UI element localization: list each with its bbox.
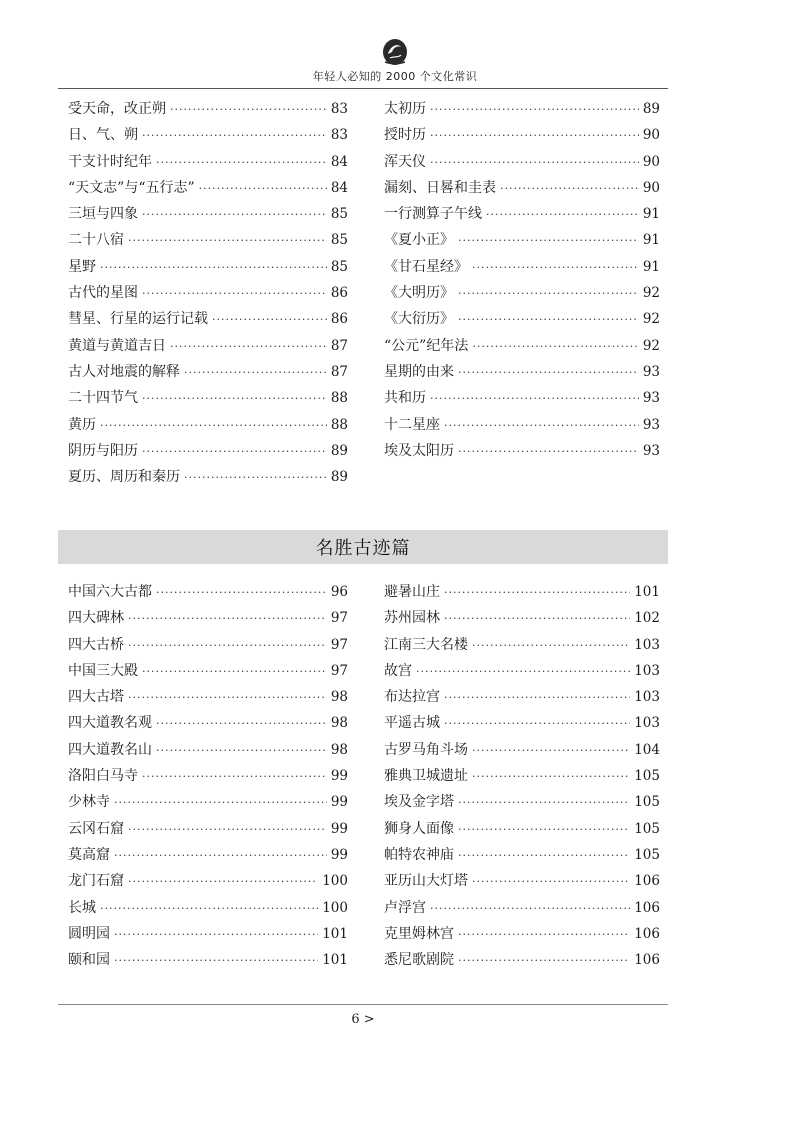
toc-entry-page: 101 <box>322 925 348 942</box>
section-title: 名胜古迹篇 <box>315 538 411 559</box>
toc-leader-dots <box>142 202 327 228</box>
toc-entry-title: 干支计时纪年 <box>68 153 152 170</box>
toc-entry-title: 故宫 <box>384 662 412 679</box>
toc-entry-page: 89 <box>642 101 660 117</box>
toc-entry <box>384 868 660 894</box>
toc-leader-dots <box>458 843 630 869</box>
toc-entry-title: 圆明园 <box>68 925 110 942</box>
toc-entry <box>384 684 660 710</box>
toc-leader-dots <box>128 869 318 895</box>
toc-entry <box>68 175 348 201</box>
toc-entry <box>68 737 348 763</box>
toc-entry <box>384 579 660 605</box>
toc-entry <box>68 579 348 605</box>
toc-entry-title: 莫高窟 <box>68 846 110 863</box>
toc-entry-page: 85 <box>330 232 348 249</box>
toc-entry-title: 卢浮宫 <box>384 899 426 916</box>
toc-leader-dots <box>430 386 639 412</box>
toc-entry-title: 授时历 <box>384 127 426 144</box>
toc-leader-dots <box>430 123 639 149</box>
toc-leader-dots <box>458 790 630 816</box>
toc-entry-title: “公元”纪年法 <box>384 337 469 354</box>
toc-entry-page: 98 <box>330 741 348 758</box>
toc-entry-page: 84 <box>330 179 348 196</box>
toc-entry-page: 99 <box>330 846 348 863</box>
toc-entry-page: 106 <box>634 952 660 969</box>
toc-entry-title: 日、气、朔 <box>68 127 138 144</box>
toc-entry-page: 93 <box>642 390 660 407</box>
toc-entry <box>384 632 660 658</box>
toc-leader-dots <box>142 386 327 412</box>
toc-entry <box>68 254 348 280</box>
toc-entry-title: 苏州园林 <box>384 610 440 627</box>
toc-leader-dots <box>114 843 327 869</box>
toc-entry <box>384 438 660 464</box>
toc-entry <box>384 175 660 201</box>
toc-entry-title: 古代的星图 <box>68 285 138 302</box>
toc-leader-dots <box>472 738 630 764</box>
header-divider <box>58 88 668 89</box>
toc-entry-page: 105 <box>634 768 660 785</box>
toc-leader-dots <box>184 465 327 491</box>
toc-entry-title: 少林寺 <box>68 794 110 811</box>
toc-entry <box>384 149 660 175</box>
toc-leader-dots <box>486 202 639 228</box>
toc-entry-title: 颐和园 <box>68 952 110 969</box>
toc-entry-page: 100 <box>322 873 348 890</box>
toc-entry-page: 86 <box>330 311 348 328</box>
toc-entry <box>68 658 348 684</box>
toc-leader-dots <box>430 150 639 176</box>
toc-entry-page: 84 <box>330 153 348 170</box>
toc-entry-title: 彗星、行星的运行记载 <box>68 311 208 328</box>
toc-entry <box>384 737 660 763</box>
toc-entry <box>384 658 660 684</box>
toc-leader-dots <box>170 97 327 123</box>
toc-entry-page: 97 <box>330 636 348 653</box>
toc-leader-dots <box>156 580 327 606</box>
toc-entry-title: 四大道教名观 <box>68 715 152 732</box>
toc-entry <box>384 254 660 280</box>
toc-entry-title: 阴历与阳历 <box>68 442 138 459</box>
toc-entry <box>68 842 348 868</box>
toc-leader-dots <box>128 633 327 659</box>
toc-leader-dots <box>142 123 327 149</box>
toc-entry-title: 四大碑林 <box>68 610 124 627</box>
toc-entry-page: 88 <box>330 390 348 407</box>
toc-entry-page: 83 <box>330 101 348 117</box>
toc-entry-title: 受天命，改正朔 <box>68 101 166 117</box>
toc-entry-title: 避暑山庄 <box>384 584 440 600</box>
toc-entry <box>68 710 348 736</box>
toc-leader-dots <box>472 334 638 360</box>
toc-entry-title: 星期的由来 <box>384 363 454 380</box>
toc-entry <box>68 895 348 921</box>
toc-leader-dots <box>156 711 327 737</box>
toc-entry <box>68 684 348 710</box>
toc-entry-page: 90 <box>642 127 660 144</box>
toc-entry <box>68 464 348 490</box>
toc-leader-dots <box>114 790 327 816</box>
toc-entry-page: 92 <box>642 311 660 328</box>
toc-entry <box>68 227 348 253</box>
toc-entry-page: 97 <box>330 610 348 627</box>
toc-entry-title: 埃及金字塔 <box>384 794 454 811</box>
toc-leader-dots <box>170 334 327 360</box>
toc-entry <box>384 96 660 122</box>
toc-entry-page: 87 <box>330 337 348 354</box>
toc-entry <box>68 632 348 658</box>
toc-entry-page: 105 <box>634 846 660 863</box>
toc-entry-title: 星野 <box>68 258 96 275</box>
toc-entry-page: 99 <box>330 820 348 837</box>
toc-entry-title: 太初历 <box>384 101 426 117</box>
toc-leader-dots <box>142 439 327 465</box>
toc-leader-dots <box>128 606 327 632</box>
toc-leader-dots <box>100 255 327 281</box>
toc-entry-page: 90 <box>642 179 660 196</box>
toc-entry-title: 帕特农神庙 <box>384 846 454 863</box>
toc-entry-page: 83 <box>330 127 348 144</box>
toc-entry-page: 91 <box>642 206 660 223</box>
toc-leader-dots <box>458 307 639 333</box>
toc-leader-dots <box>472 869 630 895</box>
toc-leader-dots <box>444 413 639 439</box>
toc-entry-page: 89 <box>330 469 348 486</box>
toc-entry <box>68 333 348 359</box>
toc-leader-dots <box>199 176 327 202</box>
toc-leader-dots <box>100 896 318 922</box>
toc-entry <box>384 710 660 736</box>
toc-leader-dots <box>458 922 630 948</box>
toc-leader-dots <box>472 255 639 281</box>
toc-entry-page: 93 <box>642 363 660 380</box>
toc-entry <box>68 412 348 438</box>
toc-leader-dots <box>500 176 639 202</box>
toc-entry <box>68 280 348 306</box>
toc-entry-page: 93 <box>642 416 660 433</box>
toc-entry <box>68 385 348 411</box>
toc-entry-page: 97 <box>330 662 348 679</box>
toc-entry-page: 92 <box>642 285 660 302</box>
toc-entry-title: 三垣与四象 <box>68 206 138 223</box>
toc-entry <box>384 306 660 332</box>
toc-entry-title: 《夏小正》 <box>384 232 454 249</box>
toc-entry-page: 99 <box>330 768 348 785</box>
toc-leader-dots <box>458 948 630 974</box>
toc-entry-page: 105 <box>634 820 660 837</box>
toc-entry-title: 一行测算子午线 <box>384 206 482 223</box>
toc-entry <box>384 227 660 253</box>
toc-entry-page: 85 <box>330 258 348 275</box>
toc-entry-title: 《甘石星经》 <box>384 258 468 275</box>
toc-leader-dots <box>128 228 327 254</box>
toc-entry-title: 二十八宿 <box>68 232 124 249</box>
toc-entry <box>68 763 348 789</box>
toc-entry-title: 中国六大古都 <box>68 584 152 600</box>
toc-entry-title: 夏历、周历和秦历 <box>68 469 180 486</box>
toc-leader-dots <box>458 281 639 307</box>
toc-leader-dots <box>416 659 630 685</box>
book-seal-logo-icon <box>378 36 412 66</box>
toc-leader-dots <box>444 685 630 711</box>
toc-entry-title: 《大衍历》 <box>384 311 454 328</box>
toc-entry <box>68 921 348 947</box>
toc-entry-page: 101 <box>322 952 348 969</box>
toc-top-right-column <box>384 96 660 464</box>
toc-entry-title: 悉尼歌剧院 <box>384 952 454 969</box>
toc-entry <box>384 359 660 385</box>
toc-leader-dots <box>444 606 630 632</box>
toc-leader-dots <box>114 948 318 974</box>
toc-leader-dots <box>128 685 327 711</box>
toc-entry-title: “天文志”与“五行志” <box>68 179 195 196</box>
toc-leader-dots <box>142 659 327 685</box>
toc-leader-dots <box>430 97 639 123</box>
toc-entry-title: 古人对地震的解释 <box>68 363 180 380</box>
toc-bottom-left-column <box>68 579 348 973</box>
toc-entry-page: 103 <box>634 636 660 653</box>
toc-entry-title: 浑天仪 <box>384 153 426 170</box>
toc-entry-page: 86 <box>330 285 348 302</box>
toc-entry-page: 91 <box>642 232 660 249</box>
toc-entry <box>68 789 348 815</box>
toc-entry-title: 四大古塔 <box>68 689 124 706</box>
toc-leader-dots <box>114 922 318 948</box>
toc-entry-page: 96 <box>330 584 348 600</box>
toc-entry <box>68 947 348 973</box>
toc-leader-dots <box>430 896 630 922</box>
toc-entry <box>68 201 348 227</box>
toc-entry <box>68 816 348 842</box>
toc-entry <box>384 605 660 631</box>
toc-entry-page: 102 <box>634 610 660 627</box>
toc-entry <box>384 947 660 973</box>
toc-entry-title: 漏刻、日晷和圭表 <box>384 179 496 196</box>
section-heading-bar <box>58 530 668 564</box>
toc-leader-dots <box>156 150 327 176</box>
toc-entry-title: 四大道教名山 <box>68 741 152 758</box>
toc-leader-dots <box>444 580 630 606</box>
toc-entry-page: 103 <box>634 715 660 732</box>
toc-entry-page: 91 <box>642 258 660 275</box>
toc-entry-title: 古罗马角斗场 <box>384 741 468 758</box>
toc-entry-title: 雅典卫城遗址 <box>384 768 468 785</box>
toc-leader-dots <box>458 817 630 843</box>
toc-entry <box>384 412 660 438</box>
toc-entry <box>384 842 660 868</box>
toc-entry-title: 中国三大殿 <box>68 662 138 679</box>
book-title-header: 年轻人必知的 2000 个文化常识 <box>312 70 478 83</box>
toc-entry-page: 105 <box>634 794 660 811</box>
toc-entry-page: 98 <box>330 689 348 706</box>
toc-entry <box>384 280 660 306</box>
toc-entry <box>384 921 660 947</box>
toc-entry-title: 四大古桥 <box>68 636 124 653</box>
toc-entry-title: 十二星座 <box>384 416 440 433</box>
toc-entry-title: 亚历山大灯塔 <box>384 873 468 890</box>
toc-entry <box>68 359 348 385</box>
toc-entry-title: 黄道与黄道吉日 <box>68 337 166 354</box>
toc-entry-page: 98 <box>330 715 348 732</box>
footer-divider <box>58 1004 668 1005</box>
toc-entry-page: 103 <box>634 689 660 706</box>
toc-entry-title: 平遥古城 <box>384 715 440 732</box>
toc-entry-page: 99 <box>330 794 348 811</box>
toc-entry-page: 106 <box>634 873 660 890</box>
toc-leader-dots <box>156 738 327 764</box>
toc-entry-page: 89 <box>330 442 348 459</box>
toc-entry-title: 埃及太阳历 <box>384 442 454 459</box>
toc-entry <box>68 868 348 894</box>
toc-leader-dots <box>472 633 630 659</box>
toc-entry-title: 克里姆林宫 <box>384 925 454 942</box>
toc-entry-title: 云冈石窟 <box>68 820 124 837</box>
toc-entry-page: 93 <box>642 442 660 459</box>
toc-entry-page: 85 <box>330 206 348 223</box>
toc-entry-title: 黄历 <box>68 416 96 433</box>
page-number: 6 > <box>351 1012 375 1027</box>
toc-entry-page: 87 <box>330 363 348 380</box>
toc-entry-page: 106 <box>634 899 660 916</box>
toc-entry <box>68 438 348 464</box>
toc-leader-dots <box>142 764 327 790</box>
toc-leader-dots <box>458 360 639 386</box>
toc-entry-title: 狮身人面像 <box>384 820 454 837</box>
toc-entry-title: 二十四节气 <box>68 390 138 407</box>
toc-entry-title: 布达拉宫 <box>384 689 440 706</box>
toc-entry <box>384 201 660 227</box>
toc-leader-dots <box>458 228 639 254</box>
toc-leader-dots <box>184 360 327 386</box>
toc-leader-dots <box>128 817 327 843</box>
toc-leader-dots <box>100 413 327 439</box>
toc-entry-title: 《大明历》 <box>384 285 454 302</box>
toc-leader-dots <box>444 711 630 737</box>
toc-entry-title: 龙门石窟 <box>68 873 124 890</box>
toc-bottom-right-column <box>384 579 660 973</box>
toc-entry <box>68 122 348 148</box>
toc-entry-page: 100 <box>322 899 348 916</box>
toc-leader-dots <box>472 764 630 790</box>
toc-entry-title: 长城 <box>68 899 96 916</box>
toc-entry-title: 洛阳白马寺 <box>68 768 138 785</box>
toc-entry <box>384 122 660 148</box>
toc-entry-page: 101 <box>634 584 660 600</box>
toc-entry <box>384 385 660 411</box>
toc-entry-page: 106 <box>634 925 660 942</box>
toc-entry-page: 104 <box>634 741 660 758</box>
toc-entry-title: 江南三大名楼 <box>384 636 468 653</box>
toc-leader-dots <box>212 307 327 333</box>
toc-leader-dots <box>142 281 327 307</box>
toc-entry-title: 共和历 <box>384 390 426 407</box>
toc-entry <box>68 149 348 175</box>
toc-entry <box>384 333 660 359</box>
toc-leader-dots <box>458 439 639 465</box>
toc-entry <box>68 605 348 631</box>
toc-entry <box>384 816 660 842</box>
toc-entry <box>68 96 348 122</box>
toc-entry <box>68 306 348 332</box>
toc-entry-page: 92 <box>642 337 660 354</box>
toc-entry <box>384 895 660 921</box>
toc-entry-page: 90 <box>642 153 660 170</box>
toc-entry <box>384 789 660 815</box>
toc-top-left-column <box>68 96 348 490</box>
toc-entry <box>384 763 660 789</box>
toc-entry-page: 103 <box>634 662 660 679</box>
toc-entry-page: 88 <box>330 416 348 433</box>
